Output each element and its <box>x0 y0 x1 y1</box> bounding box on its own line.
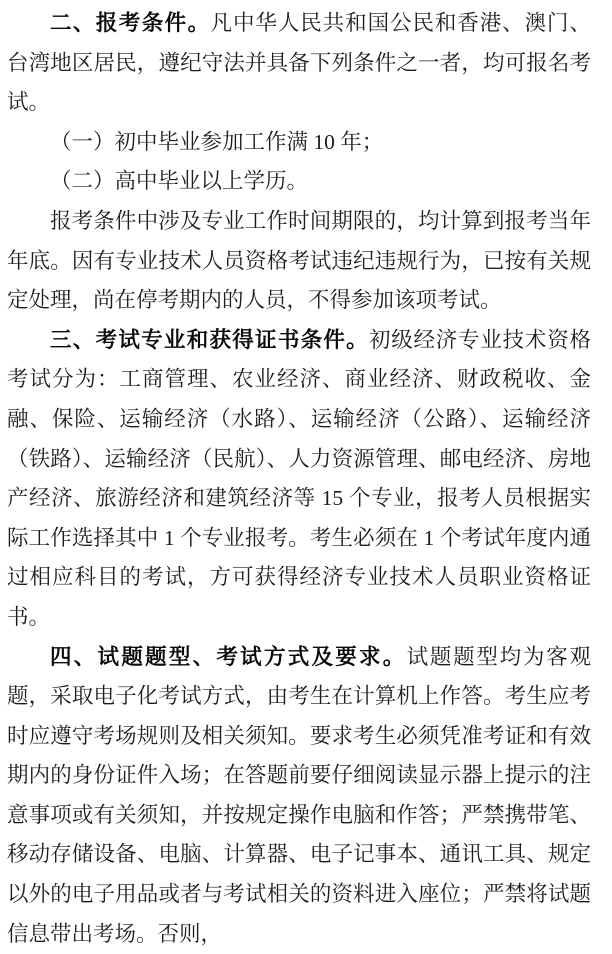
para-registration-conditions <box>7 4 591 123</box>
paragraph-text: 报考条件中涉及专业工作时间期限的，均计算到报考当年年底。因有专业技术人员资格考试违纪违规行为，已按有关规定处理，尚在停考期内的人员，不得参加该项考试。 <box>7 209 591 312</box>
para-condition-1 <box>7 123 591 163</box>
para-exam-majors <box>7 321 591 638</box>
paragraph-text: （二）高中毕业以上学历。 <box>50 169 308 193</box>
para-condition-2 <box>7 162 591 202</box>
paragraph-text: （一）初中毕业参加工作满 10 年； <box>50 130 383 154</box>
para-question-types <box>7 638 591 954</box>
paragraph-text: 初级经济专业技术资格考试分为：工商管理、农业经济、商业经济、财政税收、金融、保险、运输经济（水路）、运输经济（公路）、运输经济（铁路）、运输经济（民航）、人力资源管理、邮电经济、房地产经济、旅游经济和建筑经济等 15 个专业，报考人员根据实际工作选择其中 1 个专业报考。考生必须在 1 个考试年度内通过相应科目的考试，方可获得经济专业技术人员职业资格证书。 <box>7 328 591 629</box>
section-heading-2: 二、报考条件。 <box>50 11 211 35</box>
paragraph-text: 凡中华人民共和国公民和香港、澳门、台湾地区居民，遵纪守法并具备下列条件之一者，均可报名考试。 <box>7 11 591 114</box>
section-heading-3: 三、考试专业和获得证书条件。 <box>50 328 369 352</box>
paragraph-text: 试题题型均为客观题，采取电子化考试方式，由考生在计算机上作答。考生应考时应遵守考场规则及相关须知。要求考生必须凭准考证和有效期内的身份证件入场；在答题前要仔细阅读显示器上提示的注意事项或有关须知，并按规定操作电脑和作答；严禁携带笔、移动存储设备、电脑、计算器、电子记事本、通讯工具、规定以外的电子用品或者与考试相关的资料进入座位；严禁将试题信息带出考场。否则， <box>7 645 591 946</box>
para-time-limit-note <box>7 202 591 321</box>
section-heading-4: 四、试题题型、考试方式及要求。 <box>50 645 407 669</box>
